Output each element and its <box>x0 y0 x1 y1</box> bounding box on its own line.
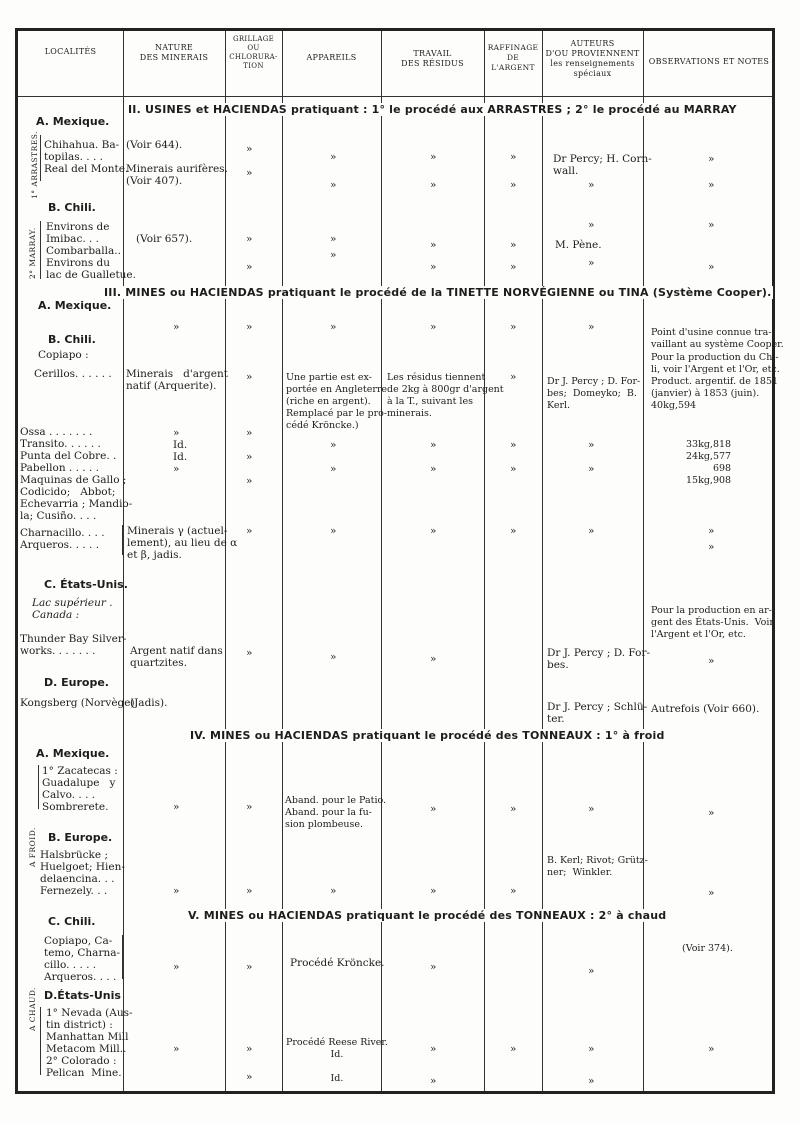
appareils-cell: Une partie est ex- portée en Angleterre (riche en argent). Remplacé par le pro- cédé Kröncke.) <box>286 372 388 431</box>
ditto-mark: » <box>246 647 253 659</box>
ditto-mark: » <box>246 233 253 245</box>
ditto-mark: » <box>330 321 337 333</box>
ditto-mark: » <box>246 1043 253 1055</box>
ditto-mark: » <box>246 167 253 179</box>
ditto-mark: » <box>246 427 253 439</box>
ditto-mark: » <box>430 463 437 475</box>
ditto-mark: » <box>708 153 715 165</box>
region-heading: D. Europe. <box>44 676 109 689</box>
ditto-mark: » <box>173 1043 180 1055</box>
ditto-mark: » <box>430 1075 437 1087</box>
column-divider <box>643 31 644 1091</box>
ditto-mark: » <box>246 371 253 383</box>
nature-cell: » Id. Id. » <box>173 427 188 475</box>
observations-cell: Pour la production du Chi- li, voir l'Argent et l'Or, etc. Product. argentif. de 1851 (janvier) à 1853 (juin). 40kg,594 <box>651 352 780 411</box>
brace <box>40 1007 41 1075</box>
ditto-mark: » <box>246 1071 253 1083</box>
ditto-mark: » <box>430 261 437 273</box>
locality-cell: Kongsberg (Norvège). <box>20 697 138 709</box>
ditto-mark: » <box>510 803 517 815</box>
travail-cell: Les résidus tiennent de 2kg à 800gr d'argent à la T., suivant les minerais. <box>387 372 504 419</box>
column-divider <box>282 31 283 1091</box>
brace <box>40 135 41 181</box>
ditto-mark: » <box>588 1043 595 1055</box>
ditto-mark: » <box>330 463 337 475</box>
ditto-mark: » <box>708 525 715 537</box>
brace <box>122 525 123 555</box>
locality-cell: Halsbrücke ; Huelgoet; Hien- delaencina. . . Fernezely. . . <box>40 849 125 897</box>
nature-cell: (Voir 657). <box>136 233 193 245</box>
ditto-mark: » <box>330 179 337 191</box>
ditto-mark: » <box>510 885 517 897</box>
ditto-mark: » <box>330 249 337 261</box>
ditto-mark: » <box>588 1075 595 1087</box>
region-heading: A. Mexique. <box>36 747 110 760</box>
ditto-mark: » <box>246 885 253 897</box>
appareils-cell: Procédé Reese River. Id. Id. <box>286 1037 388 1084</box>
column-divider <box>484 31 485 1091</box>
ditto-mark: » <box>708 807 715 819</box>
ditto-mark: » <box>588 219 595 231</box>
ditto-mark: » <box>588 525 595 537</box>
observations-cell: 33kg,818 24kg,577 698 15kg,908 <box>686 439 732 486</box>
locality-cell: Copiapo, Ca- temo, Charna- cillo. . . . . Arqueros. . . . <box>44 935 121 983</box>
locality-cell: Cerillos. . . . . . <box>34 368 112 380</box>
region-heading: A. Mexique. <box>38 299 112 312</box>
ditto-mark: » <box>510 179 517 191</box>
nature-cell: (Jadis). <box>130 697 168 709</box>
ditto-mark: » <box>588 439 595 451</box>
ditto-mark: » <box>330 525 337 537</box>
ditto-mark: » <box>430 653 437 665</box>
region-heading: D.États-Unis <box>44 989 121 1002</box>
section-title-v: V. MINES ou HACIENDAS pratiquant le procédé des TONNEAUX : 2° à chaud <box>188 909 667 922</box>
nature-cell: Minerais γ (actuel- lement), au lieu de α et β, jadis. <box>127 525 238 561</box>
region-heading: B. Europe. <box>48 831 113 844</box>
locality-cell: Thunder Bay Silver- works. . . . . . . <box>20 633 127 657</box>
section-title-iv: IV. MINES ou HACIENDAS pratiquant le procédé des TONNEAUX : 1° à froid <box>190 729 665 742</box>
vertical-label-froid: A FROID. <box>28 827 37 867</box>
ditto-mark: » <box>588 463 595 475</box>
ditto-mark: » <box>510 463 517 475</box>
header-appareils: APPAREILS <box>306 53 357 62</box>
ditto-mark: » <box>708 219 715 231</box>
vertical-label-chaud: A CHAUD. <box>28 987 37 1031</box>
observations-cell: (Voir 374). <box>682 943 733 954</box>
ditto-mark: » <box>510 439 517 451</box>
region-heading: B. Chili. <box>48 333 96 346</box>
locality-cell: Ossa . . . . . . . Transito. . . . . . Punta del Cobre. . Pabellon . . . . . Maquinas de Gallo ; Codicido; Abbot; Echevarria ; Mandio- la; Cusiño. . . . <box>20 426 133 522</box>
ditto-mark: » <box>330 233 337 245</box>
ditto-mark: » <box>330 439 337 451</box>
ditto-mark: » <box>510 151 517 163</box>
region-heading: C. Chili. <box>48 915 96 928</box>
column-divider <box>225 31 226 1091</box>
ditto-mark: » <box>430 239 437 251</box>
ditto-mark: » <box>246 451 253 463</box>
region-heading: A. Mexique. <box>36 115 110 128</box>
locality-cell: Environs de Imibac. . . Combarballa.. Environs du lac de Gualletue. <box>46 221 136 281</box>
ditto-mark: » <box>330 151 337 163</box>
locality-cell: Chihahua. Ba- topilas. . . . Real del Monte. <box>44 139 129 175</box>
ditto-mark: » <box>430 179 437 191</box>
locality-cell: 1° Nevada (Aus- tin district) : Manhattan Mill Metacom Mill.. 2° Colorado : Pelican Mine. <box>46 1007 133 1079</box>
ditto-mark: » <box>330 651 337 663</box>
header-localites: LOCALITÉS <box>44 47 97 56</box>
nature-cell: (Voir 644). Minerais aurifères. (Voir 407). <box>126 139 228 187</box>
ditto-mark: » <box>588 803 595 815</box>
ditto-mark: » <box>330 885 337 897</box>
section-title-ii: II. USINES et HACIENDAS pratiquant : 1° le procédé aux ARRASTRES ; 2° le procédé au MARRAY <box>128 103 737 116</box>
locality-cell: Charnacillo. . . . Arqueros. . . . . <box>20 527 105 551</box>
locality-cell: Lac supérieur . Canada : <box>32 597 113 621</box>
ditto-mark: » <box>708 541 715 553</box>
locality-cell: 1° Zacatecas : Guadalupe y Calvo. . . . Sombrerete. <box>42 765 118 813</box>
ditto-mark: » <box>588 965 595 977</box>
ditto-mark: » <box>510 1043 517 1055</box>
ditto-mark: » <box>430 885 437 897</box>
nature-cell: Argent natif dans quartzites. <box>130 645 223 669</box>
ditto-mark: » <box>510 239 517 251</box>
section-title-iii: III. MINES ou HACIENDAS pratiquant le procédé de la TINETTE NORVÉGIENNE ou TINA (Système Cooper). <box>104 286 772 299</box>
ditto-mark: » <box>246 801 253 813</box>
auteurs-cell: Dr J. Percy ; D. For- bes; Domeyko; B. Kerl. <box>547 376 641 411</box>
ditto-mark: » <box>588 179 595 191</box>
region-heading: B. Chili. <box>48 201 96 214</box>
auteurs-cell: Dr J. Percy ; Schlü- ter. <box>547 701 648 725</box>
ditto-mark: » <box>708 887 715 899</box>
observations-cell: Autrefois (Voir 660). <box>651 703 760 715</box>
region-heading: C. États-Unis. <box>44 578 128 591</box>
header-grillage: GRILLAGE OU CHLORURA- TION <box>229 35 278 70</box>
header-raffinage: RAFFINAGE DE L'ARGENT <box>487 43 539 72</box>
column-divider <box>381 31 382 1091</box>
ditto-mark: » <box>708 655 715 667</box>
ditto-mark: » <box>246 143 253 155</box>
ditto-mark: » <box>708 261 715 273</box>
ditto-mark: » <box>430 1043 437 1055</box>
ditto-mark: » <box>246 321 253 333</box>
ditto-mark: » <box>246 525 253 537</box>
ditto-mark: » <box>246 475 253 487</box>
ditto-mark: » <box>430 321 437 333</box>
brace <box>40 221 41 279</box>
auteurs-cell: Dr Percy; H. Corn- wall. <box>553 153 652 177</box>
nature-cell: Minerais d'argent natif (Arquerite). <box>126 368 228 392</box>
auteurs-cell: B. Kerl; Rivot; Grütz- ner; Winkler. <box>547 855 648 878</box>
vertical-label-marray: 2° MARRAY. <box>28 227 37 279</box>
ditto-mark: » <box>588 321 595 333</box>
ditto-mark: » <box>430 439 437 451</box>
table-header <box>18 31 772 97</box>
ditto-mark: » <box>173 801 180 813</box>
ditto-mark: » <box>173 961 180 973</box>
brace <box>122 935 123 979</box>
header-auteurs: AUTEURS D'OU PROVIENNENT les renseignements spéciaux <box>545 39 640 78</box>
ditto-mark: » <box>430 525 437 537</box>
auteurs-cell: Dr J. Percy ; D. For- bes. <box>547 647 651 671</box>
ditto-mark: » <box>510 261 517 273</box>
ditto-mark: » <box>510 525 517 537</box>
appareils-cell: Procédé Kröncke. <box>290 957 385 969</box>
vertical-label-arrastres: 1° ARRASTRES. <box>30 130 39 199</box>
ditto-mark: » <box>430 151 437 163</box>
ditto-mark: » <box>588 257 595 269</box>
locality-cell: Copiapo : <box>38 349 89 361</box>
ditto-mark: » <box>246 261 253 273</box>
ditto-mark: » <box>430 961 437 973</box>
ditto-mark: » <box>246 961 253 973</box>
brace <box>38 765 39 809</box>
ditto-mark: » <box>708 179 715 191</box>
ditto-mark: » <box>510 371 517 383</box>
header-observations: OBSERVATIONS ET NOTES <box>648 57 770 66</box>
ditto-mark: » <box>173 321 180 333</box>
document-table <box>15 28 784 1094</box>
ditto-mark: » <box>173 885 180 897</box>
column-divider <box>123 31 124 1091</box>
header-nature: NATURE DES MINERAIS <box>139 43 209 62</box>
ditto-mark: » <box>510 321 517 333</box>
observations-cell: Pour la production en ar- gent des États-Unis. Voir l'Argent et l'Or, etc. <box>651 605 774 640</box>
auteurs-cell: M. Pène. <box>555 239 602 251</box>
ditto-mark: » <box>430 803 437 815</box>
appareils-cell: Aband. pour le Patio. Aband. pour la fu- sion plombeuse. <box>285 795 387 830</box>
ditto-mark: » <box>708 1043 715 1055</box>
header-travail: TRAVAIL DES RÉSIDUS <box>401 49 464 68</box>
column-divider <box>542 31 543 1091</box>
observations-cell: Point d'usine connue tra- vaillant au système Cooper. <box>651 327 784 350</box>
